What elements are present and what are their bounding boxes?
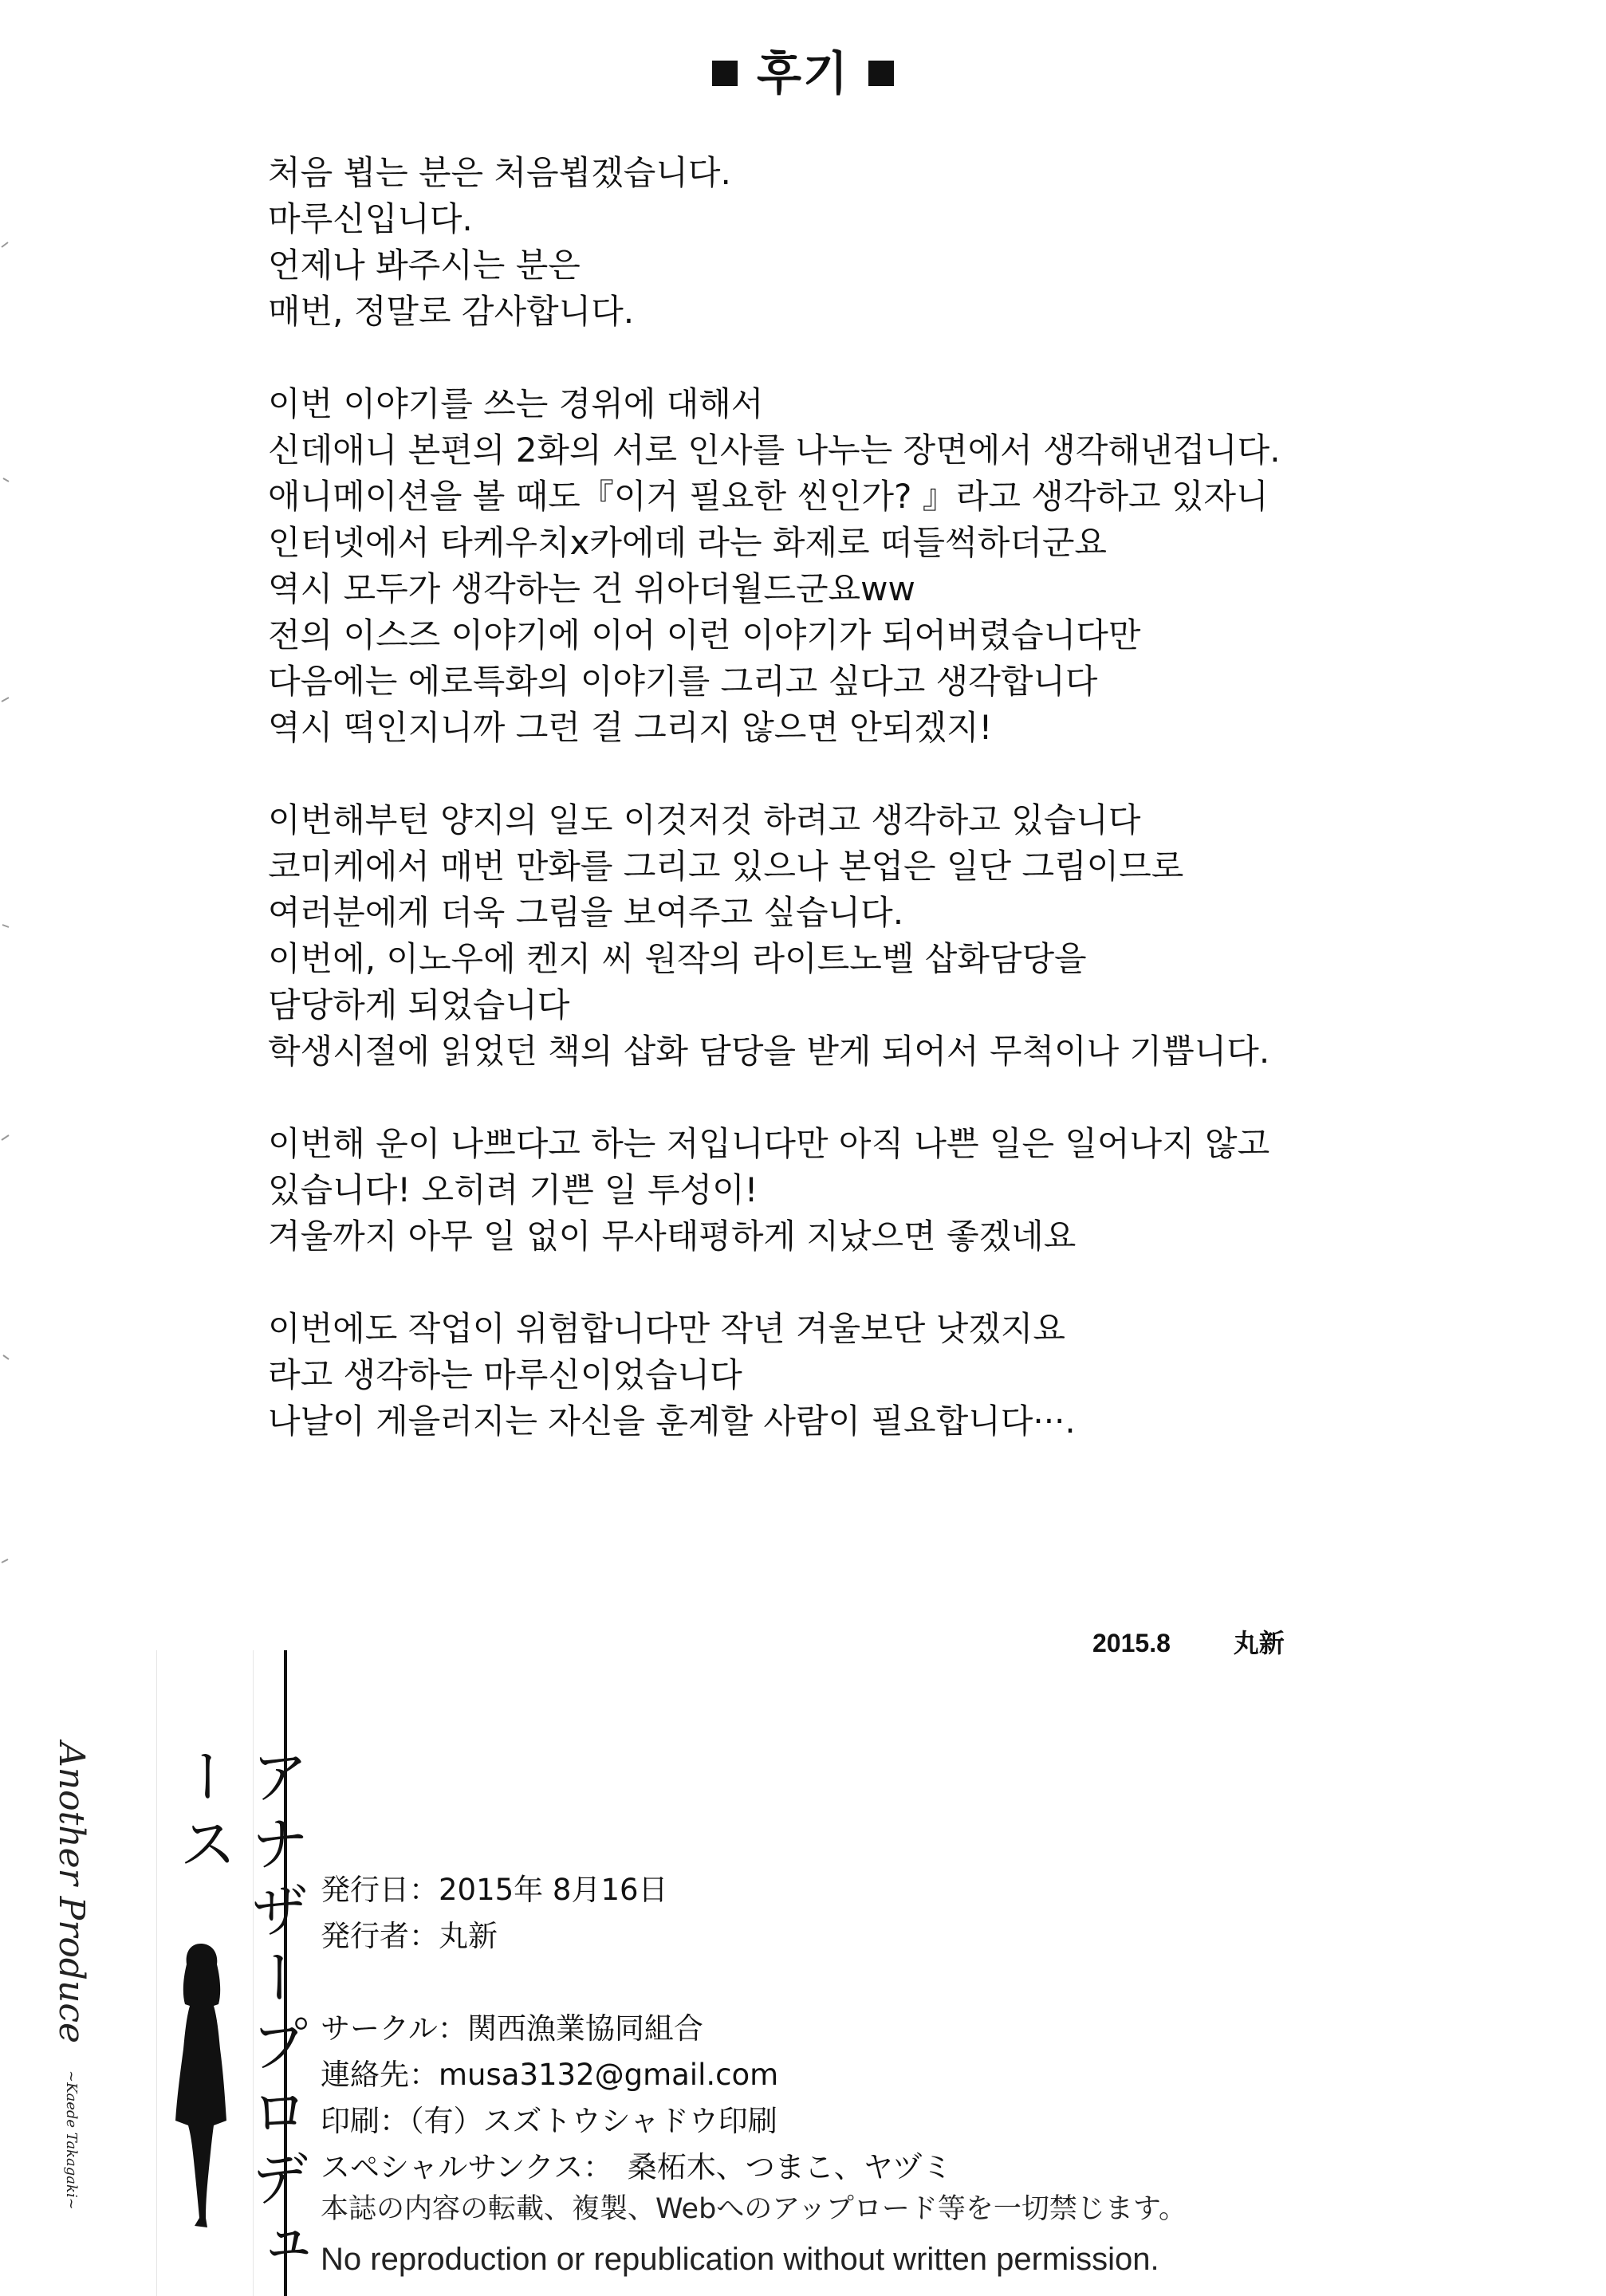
book-title-japanese: アナザープロデュース xyxy=(169,1746,309,2282)
text-line: 이번에, 이노우에 켄지 씨 원작의 라이트노벨 삽화담당을 xyxy=(268,939,1087,978)
text-line: 담당하게 되었습니다 xyxy=(268,985,570,1024)
text-line: 마루신입니다. xyxy=(268,199,473,238)
afterword-body xyxy=(268,150,1352,1491)
colophon xyxy=(321,1867,952,2191)
text-line: 다음에는 에로특화의 이야기를 그리고 싶다고 생각합니다 xyxy=(268,662,1098,701)
text-line: 신데애니 본편의 2화의 서로 인사를 나누는 장면에서 생각해낸겁니다. xyxy=(268,431,1281,470)
scan-edge-marks xyxy=(0,0,16,2296)
contact: 連絡先：musa3132@gmail.com xyxy=(321,2058,779,2092)
character-silhouette-icon xyxy=(167,1937,239,2232)
text-line: 역시 떡인지니까 그런 걸 그리지 않으면 안되겠지! xyxy=(268,708,993,747)
spacer xyxy=(321,1960,952,2006)
paragraph xyxy=(268,1306,1352,1445)
printer: 印刷：（有）スズトウシャドウ印刷 xyxy=(321,2104,777,2138)
square-bullet-icon xyxy=(868,61,894,86)
text-line: 코미케에서 매번 만화를 그리고 있으나 본업은 일단 그림이므로 xyxy=(268,847,1184,886)
signature-date: 2015.8 xyxy=(1092,1629,1171,1657)
text-line: 인터넷에서 타케우치x카에데 라는 화제로 떠들썩하더군요 xyxy=(268,523,1107,562)
text-line: 매번, 정말로 감사합니다. xyxy=(268,292,635,331)
text-line: 있습니다! 오히려 기쁜 일 투성이! xyxy=(268,1170,758,1209)
book-subtitle: ~Kaede Takagaki~ xyxy=(63,2070,80,2210)
special-thanks: スペシャルサンクス： 桑柘木、つまこ、ヤヅミ xyxy=(321,2150,952,2184)
issue-date: 発行日：2015年 8月16日 xyxy=(321,1873,668,1907)
text-line: 이번해 운이 나쁘다고 하는 저입니다만 아직 나쁜 일은 일어나지 않고 xyxy=(268,1124,1270,1163)
book-title-en-text: Another Produce xyxy=(51,1742,92,2043)
text-line: 학생시절에 읽었던 책의 삽화 담당을 받게 되어서 무척이나 기쁩니다. xyxy=(268,1032,1270,1071)
text-line: 이번해부턴 양지의 일도 이것저것 하려고 생각하고 있습니다 xyxy=(268,800,1141,839)
signature-author: 丸新 xyxy=(1233,1629,1285,1657)
paragraph xyxy=(268,381,1352,751)
text-line: 역시 모두가 생각하는 건 위아더월드군요ww xyxy=(268,569,915,608)
afterword-title xyxy=(0,41,1606,105)
text-line: 겨울까지 아무 일 없이 무사태평하게 지났으면 좋겠네요 xyxy=(268,1217,1077,1256)
text-line: 애니메이션을 볼 때도『이거 필요한 씬인가? 』라고 생각하고 있자니 xyxy=(268,477,1269,516)
paragraph xyxy=(268,1121,1352,1260)
circle: サークル：関西漁業協同組合 xyxy=(321,2011,703,2046)
signature xyxy=(1092,1623,1285,1660)
paragraph xyxy=(268,150,1352,335)
publisher: 発行者：丸新 xyxy=(321,1919,498,1953)
text-line: 언제나 봐주시는 분은 xyxy=(268,246,581,285)
copyright-notice-english: No reproduction or republication without written permission. xyxy=(321,2242,1159,2277)
text-line: 처음 뵙는 분은 처음뵙겠습니다. xyxy=(268,153,731,192)
paragraph xyxy=(268,797,1352,1075)
text-line: 나날이 게을러지는 자신을 훈계할 사람이 필요합니다···. xyxy=(268,1402,1076,1441)
afterword-title-text: 후기 xyxy=(756,46,850,100)
text-line: 이번에도 작업이 위험합니다만 작년 겨울보단 낫겠지요 xyxy=(268,1309,1065,1348)
book-title-english xyxy=(51,1742,92,2210)
text-line: 여러분에게 더욱 그림을 보여주고 싶습니다. xyxy=(268,893,904,932)
copyright-notice-japanese: 本誌の内容の転載、複製、Webへのアップロード等を一切禁じます。 xyxy=(321,2193,1187,2225)
text-line: 이번 이야기를 쓰는 경위에 대해서 xyxy=(268,384,764,423)
text-line: 라고 생각하는 마루신이었습니다 xyxy=(268,1355,742,1394)
text-line: 전의 이스즈 이야기에 이어 이런 이야기가 되어버렸습니다만 xyxy=(268,615,1141,655)
square-bullet-icon xyxy=(712,61,738,86)
